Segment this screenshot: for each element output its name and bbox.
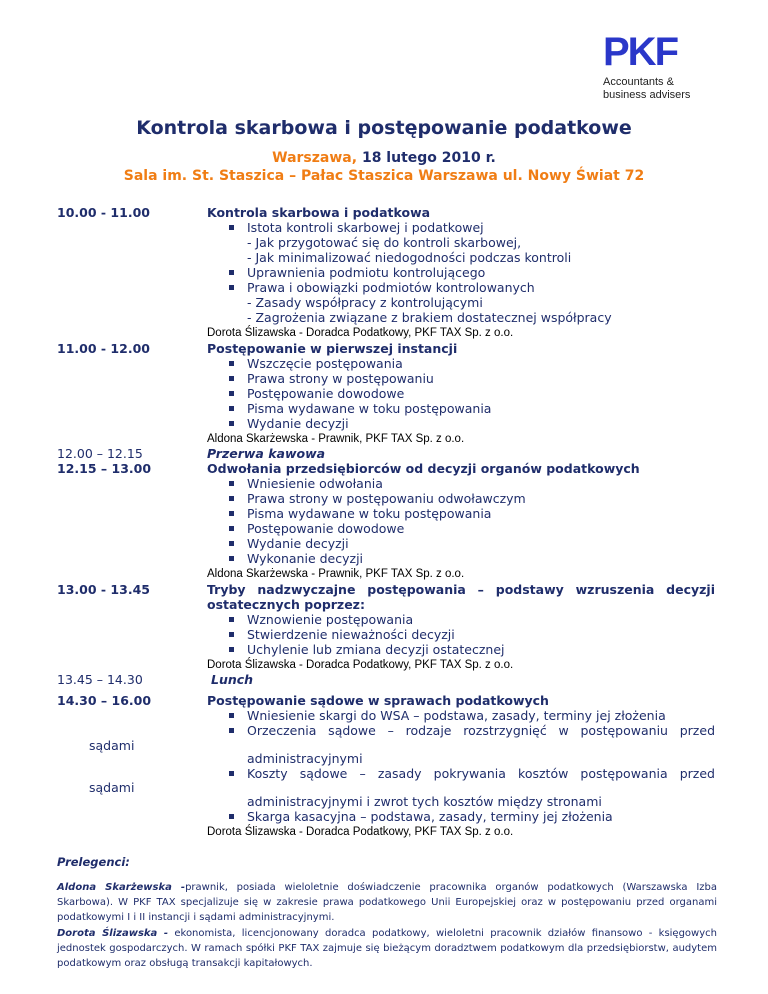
- list-item: Uprawnienia podmiotu kontrolującego: [229, 265, 715, 280]
- speakers-heading: Prelegenci:: [57, 855, 130, 869]
- list-item: Koszty sądowe – zasady pokrywania kosztów postępowania przed: [229, 766, 715, 781]
- list-item: Wydanie decyzji: [229, 536, 715, 551]
- speaker-1-name: Aldona Skarżewska -: [57, 882, 186, 893]
- event-venue: Sala im. St. Staszica – Pałac Staszica Warszawa ul. Nowy Świat 72: [123, 168, 645, 184]
- logo-tagline-1: Accountants &: [603, 76, 674, 88]
- session-1: [207, 205, 715, 341]
- session-2: [207, 341, 715, 447]
- session-3-time: 12.15 – 13.00: [57, 461, 152, 476]
- session-2-time: 11.00 - 12.00: [57, 341, 150, 356]
- session-1-time: 10.00 - 11.00: [57, 205, 150, 220]
- lunch-label: Lunch: [211, 672, 254, 687]
- session-4-heading-line2: ostatecznych poprzez:: [207, 597, 365, 612]
- stray-text: sądami: [89, 738, 135, 753]
- list-item: Istota kontroli skarbowej i podatkowej: [229, 220, 715, 235]
- list-item: Wznowienie postępowania: [229, 612, 715, 627]
- list-item: Uchylenie lub zmiana decyzji ostatecznej: [229, 642, 715, 657]
- session-3-speaker: Aldona Skarżewska - Prawnik, PKF TAX Sp. z o.o.: [207, 568, 465, 580]
- event-city: Warszawa,: [272, 150, 358, 166]
- list-item: Prawa strony w postępowaniu odwoławczym: [229, 491, 715, 506]
- list-item: Postępowanie dowodowe: [229, 521, 715, 536]
- session-2-heading: Postępowanie w pierwszej instancji: [207, 341, 458, 356]
- session-1-heading: Kontrola skarbowa i podatkowa: [207, 205, 431, 220]
- session-4: [207, 582, 715, 673]
- list-item: Prawa i obowiązki podmiotów kontrolowanych: [229, 280, 715, 295]
- speaker-1-bio: prawnik, posiada wieloletnie doświadczenie pracownika organów podatkowych (Warszawska Izba Skarbowa). W PKF TAX specjalizuje się w zakresie prawa podatkowego Unii Europejskiej oraz w postępowaniu przed organami podatkowymi I i II instancji i sądami administracyjnymi.: [57, 882, 717, 924]
- stray-text: sądami: [89, 780, 135, 795]
- list-item: Wydanie decyzji: [229, 416, 715, 431]
- list-item: Postępowanie dowodowe: [229, 386, 715, 401]
- list-item: Skarga kasacyjna – podstawa, zasady, terminy jej złożenia: [229, 809, 715, 824]
- speaker-2-name: Dorota Ślizawska -: [57, 927, 169, 939]
- session-4-speaker: Dorota Ślizawska - Doradca Podatkowy, PKF TAX Sp. z o.o.: [207, 659, 514, 671]
- session-5-speaker: Dorota Ślizawska - Doradca Podatkowy, PKF TAX Sp. z o.o.: [207, 826, 514, 838]
- list-subitem: - Jak minimalizować niedogodności podczas kontroli: [247, 250, 572, 265]
- list-item: Wszczęcie postępowania: [229, 356, 715, 371]
- speaker-2-bio: ekonomista, licencjonowany doradca podatkowy, wieloletni pracownik działów finansowo - księgowych jednostek gospodarczych. W ramach spółki PKF TAX zajmuje się bieżącym doradztwem podatkowym dla przedsiębiorstw, audytem podatkowym oraz obsługą transakcji kapitałowych.: [57, 927, 717, 970]
- list-subitem: administracyjnymi i zwrot tych kosztów między stronami: [247, 794, 602, 809]
- session-5-heading: Postępowanie sądowe w sprawach podatkowych: [207, 693, 549, 708]
- coffee-break: Przerwa kawowa: [207, 446, 326, 461]
- logo-mark: PKF: [603, 30, 677, 74]
- list-item: Prawa strony w postępowaniu: [229, 371, 715, 386]
- list-item: Pisma wydawane w toku postępowania: [229, 401, 715, 416]
- session-4-heading-line1: Tryby nadzwyczajne postępowania – podstawy wzruszenia decyzji: [207, 582, 715, 597]
- list-subitem: administracyjnymi: [247, 751, 363, 766]
- lunch: [211, 672, 719, 687]
- speakers-bios: [57, 880, 717, 971]
- session-1-speaker: Dorota Ślizawska - Doradca Podatkowy, PKF TAX Sp. z o.o.: [207, 327, 514, 339]
- list-item: Wykonanie decyzji: [229, 551, 715, 566]
- logo-tagline-2: business advisers: [603, 89, 691, 101]
- session-3: [207, 446, 715, 582]
- event-date-text: 18 lutego 2010 r.: [357, 150, 496, 166]
- list-subitem: - Zagrożenia związane z brakiem dostatecznej współpracy: [247, 310, 612, 325]
- list-subitem: - Jak przygotować się do kontroli skarbowej,: [247, 235, 522, 250]
- session-2-speaker: Aldona Skarżewska - Prawnik, PKF TAX Sp. z o.o.: [207, 433, 465, 445]
- list-item: Orzeczenia sądowe – rodzaje rozstrzygnięć w postępowaniu przed: [229, 723, 715, 738]
- event-date: [0, 150, 768, 166]
- lunch-time: 13.45 – 14.30: [57, 672, 143, 687]
- session-4-time: 13.00 - 13.45: [57, 582, 150, 597]
- session-5-time: 14.30 – 16.00: [57, 693, 152, 708]
- list-item: Stwierdzenie nieważności decyzji: [229, 627, 715, 642]
- list-item: Wniesienie skargi do WSA – podstawa, zasady, terminy jej złożenia: [229, 708, 715, 723]
- list-item: Pisma wydawane w toku postępowania: [229, 506, 715, 521]
- list-item: Wniesienie odwołania: [229, 476, 715, 491]
- break-time: 12.00 – 12.15: [57, 446, 143, 461]
- session-5: [207, 693, 715, 840]
- pkf-logo: [603, 30, 713, 102]
- list-subitem: - Zasady współpracy z kontrolującymi: [247, 295, 483, 310]
- session-3-heading: Odwołania przedsiębiorców od decyzji organów podatkowych: [207, 461, 640, 476]
- page-title: Kontrola skarbowa i postępowanie podatkowe: [136, 117, 632, 139]
